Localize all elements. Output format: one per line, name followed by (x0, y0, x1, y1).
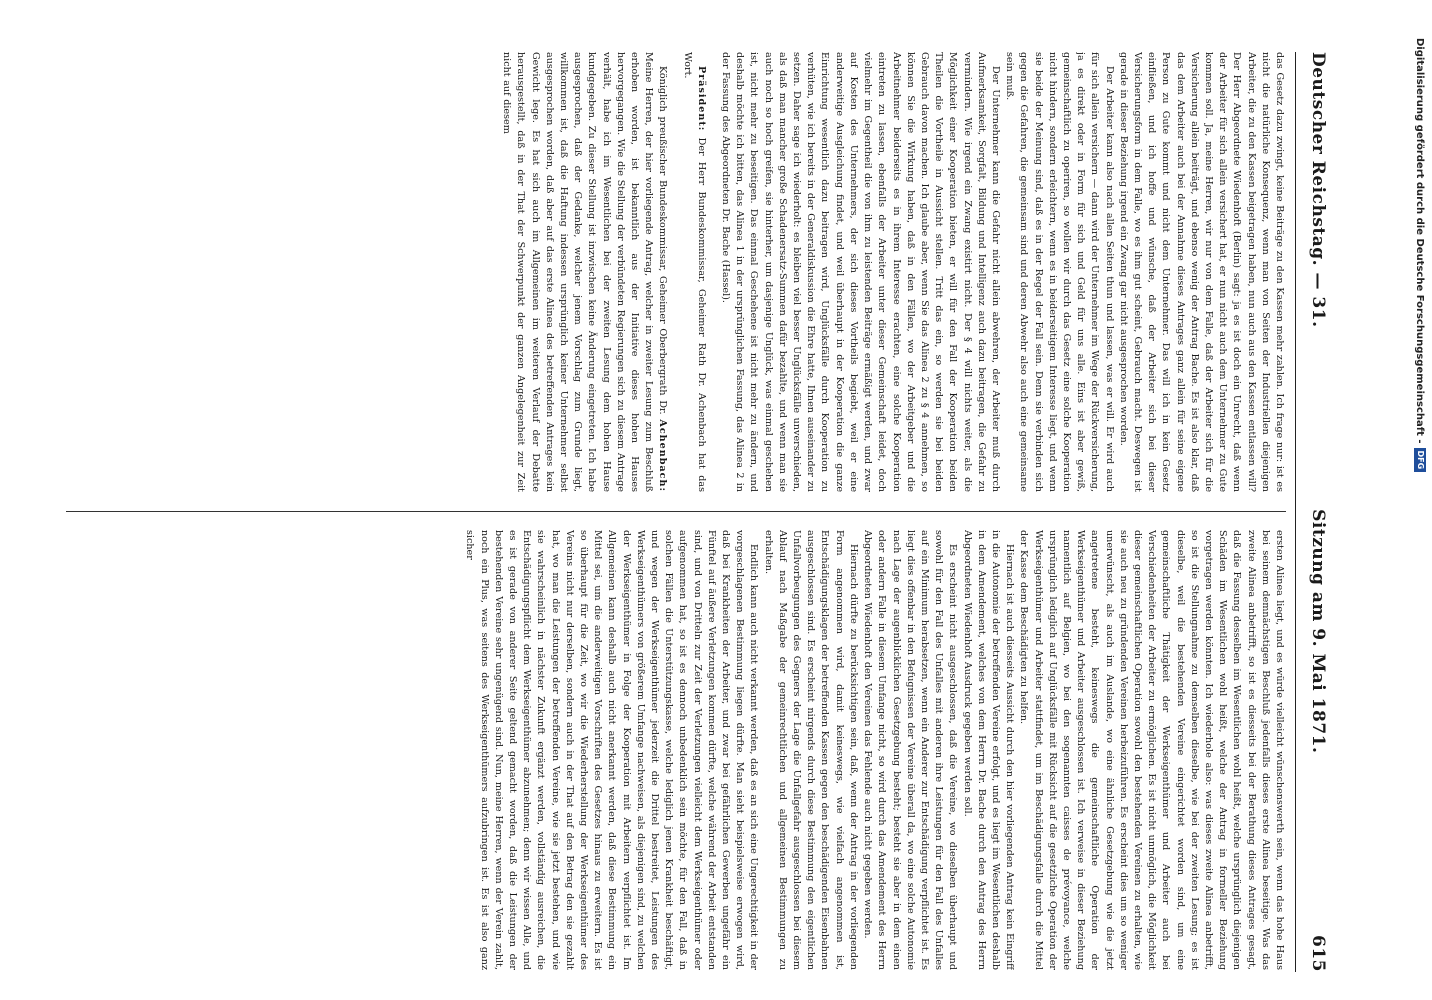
credit-text: Digitalisierung gefördert durch die Deutsche Forschungsgemeinschaft - (1414, 38, 1425, 444)
text-columns (66, 52, 1286, 972)
header-rule (1295, 52, 1296, 972)
paragraph: Endlich kann auch nicht verkannt werden, daß es an sich eine Ungerechtigkeit in der vorgeschlagenen Bestimmung liegen dürfte. Man sieht beispielsweise erwogen wird, daß bei Krankheiten der Arbeiter, und zwar bei gefährlichen Gewerben ungefähr ein Fünftel auf äußere Verletzungen kommen dürfte, welche während der Arbeit entstanden sind, und von Dritteln zur Zeit der Verletzungen vielleicht dem Werkseigenthümer oder aufgenommen hat, so ist es dennoch unbedenklich sein möchte, für den Fall, daß in solchen Fällen die Unterstützungskasse, welche lediglich jenen Krankheit beschäftigt, und wegen der Werkseigenthümer jederzeit die Drittel bestreitet, Leistungen des Werkseigenthümers von größerem Umfange nachweisen, als diejenigen sind, zu welchen der Werkseigenthümer in Folge der Kooperation mit Arbeitern verpflichtet ist. Im Allgemeinen kann deshalb auch nicht anerkannt werden, daß diese Bestimmung ein Mittel sei, um die anderweitigen Vorschriften des Gesetzes hinaus zu erweitern. Es ist so überhaupt für die Zeit, wo wir die Wiederherstellung der Werkseigenthümer des Vereins nicht nur derselben, sondern auch in der That auf den Betrag den sie gezahlt hat, wo man die Leistungen der betreffenden Vereine, wie sie jetzt bestehen, und wie sie wahrscheinlich in nächster Zukunft ergänzt werden, vollständig ausreichen, die Entschädigungspflicht dem Werkseigenthümer abzunehmen; denn wir wissen Alle, und es ist gerade von anderer Seite geltend gemacht worden, daß die Leistungen der bestehenden Vereine sehr ungenügend sind. Nun, meine Herren, wenn der Verein zahlt, noch ein Plus, was seitens des Werkseigenthümers aufzubringen ist. Es ist also ganz sicher (464, 530, 760, 970)
rotated-page-content (46, 52, 1336, 972)
paragraph: ersten Alinea liegt, und es würde vielleicht wünschenswerth sein, wenn das hohe Haus bei seinem demnächstigen Beschluß jedenfalls dieses erste Alinea beseitige. Was das zweite Alinea anbetrifft, so ist es diesseits bei der Berathung dieses Antrages gesagt, daß die Fassung desselben im Wesentlichen wohl heißt, welche ursprünglich diejenigen Schäden im Wesentlichen wohl heißt, welche der Antrag in formeller Beziehung vorgetragen werden könnten. Ich wiederhole also: was dieses zweite Alinea anbetrifft, so ist die Stellungnahme zu demselben dieselbe, wie bei der zweiten Lesung; es ist dieselbe, weil die bestehenden Vereine eingerichtet worden sind, um eine gemeinschaftliche Thätigkeit der Werkseigenthümer und Arbeiter auch bei Verschiedenheiten der Arbeiter zu ermöglichen. Es ist nicht unmöglich, die Möglichkeit dieser gemeinschaftlichen Operation sowohl den bestehenden Vereinen zu erhalten, wie sie auch neu zu gründenden Vereinen herbeizuführen. Es erscheint dies um so weniger unerwünscht, als auch im Auslande, wo eine ähnliche Gesetzgebung wie die jetzt angetretene besteht, keineswegs die gemeinschaftliche Operation der Werkseigenthümer und Arbeiter ausgeschlossen ist. Ich verweise in dieser Beziehung namentlich auf Belgien, wo bei den sogenannten caisses de prévoyance, welche ursprünglich lediglich auf Unglücksfälle mit Rücksicht auf die gesetzliche Operation der Werkseigenthümer und Arbeiter stattfindet, um im Beschädigungsfalle durch die Mittel der Kasse dem Beschädigten zu helfen. (1018, 530, 1285, 970)
digitization-credit (1410, 38, 1432, 958)
dfg-logo: DFG (1414, 448, 1426, 473)
session-date: Sitzung am 9. Mai 1871. (1308, 509, 1328, 754)
paragraph: das Gesetz dazu zwingt, keine Beiträge zu den Kassen mehr zahlen. Ich frage nur: ist es nicht die natürliche Konsequenz, wenn man von Seiten der Industriellen diejenigen Arbeiter, die zu den Kassen beigetragen haben, nun auch aus den Kassen entlassen will? Der Herr Abgeordnete Wiedenhoft (Berlin) sagt: ja es ist doch ein Unrecht, daß wenn der Arbeiter für sich allein versichert hat, er nun nicht auch dem Unternehmer zu Gute kommen soll. Ja, meine Herren, wir nur von dem Falle, daß der Arbeiter sich für die Versicherung allein beiträgt, und ebenso wenig der Antrag Bache. Es ist also klar, daß das dem Arbeiter auch bei der Annahme dieses Antrages ganz allein für seine eigene Person zu Gute kommt und nicht dem Unternehmer. Das will ich in kein Gesetz einfließen, und ich hoffe und wünsche, daß der Arbeiter sich bei dieser Versicherungsform in dem Falle, wo es ihm gut scheint, Gebrauch macht. Deswegen ist gerade in dieser Beziehung irgend ein Zwang gar nicht ausgesprochen worden. (1117, 52, 1285, 492)
publication-title: Deutscher Reichstag. — 31. (1308, 52, 1328, 328)
speaker-intro: Königlich preußischer Bundeskommissar, Geheimer Oberbergrath Dr. (657, 66, 669, 415)
running-head (1300, 52, 1336, 972)
paragraph: Es erscheint nicht ausgeschlossen, daß die Vereine, wo dieselben überhaupt und sowohl für den Fall des Unfalles mit anderen ihre Leistungen für den Fall des Unfalles auf ein Minimum herabsetzen, wenn ein Anderer zur Entschädigung verpflichtet ist. Es liegt dies offenbar in den Befugnissen der Vereine überall da, wo eine solche Autonomie nach Lage der augenblicklichen Gesetzgebung besteht; besteht sie aber in dem einen oder andern Falle in diesem Umfange nicht, so wird durch das Amendement des Herrn Abgeordneten Wiedenhoft den Vereinen das Fehlende auch nicht gegeben werden. (862, 530, 959, 970)
paragraph: Der Arbeiter kann also nach allen Seiten thun und lassen, was er will. Er wird auch für sich allein versichern — dann wird der Unternehmer im Wege der Rückversicherung, ja es direkt oder in Form für sich und Geld für uns alle. Eins ist aber gewiß, gemeinschaftlich zu operiren, so wollen wir durch das Gesetz eine solche Kooperation nicht hindern, sondern erleichtern, wenn es in beiderseitigem Interesse liegt, und wenn sie beide der Meinung sind, daß es in der Regel der Fall sein. Denn sie verbinden sich gegen die Gefahren, die gemeinsam sind und deren Abwehr also auch eine gemeinsame sein muß. (1004, 52, 1115, 492)
paragraph-text: Der Herr Bundeskommissar, Geheimer Rath Dr. Achenbach hat das Wort. (681, 52, 707, 492)
paragraph-text: Meine Herren, der hier vorliegende Antrag, welcher in zweiter Lesung zum Beschluß erhoben worden, ist bekanntlich aus der Initiative dieses hohen Hauses hervorgegangen. Wie die Stellung der verbündeten Regierungen sich zu diesem Antrage verhält, habe ich im Wesentlichen bei der zweiten Lesung dem hohen Hause kundgegeben. Zu dieser Stellung ist inzwischen keine Änderung eingetreten. Ich habe ausgesprochen, daß der Gedanke, welcher jenem Vorschlag zum Grunde liegt, willkommen ist, daß die Haftung indessen ursprünglich keiner Unternehmer selbst ausgesprochen worden, daß aber auf das erste Alinea des betreffenden Antrages kein Gewicht lege. Es hat sich auch im Allgemeinen im weiteren Verlauf der Debatte herausgestellt, daß in der That der Schwerpunkt der ganzen Angelegenheit zur Zeit nicht auf diesem (501, 52, 655, 492)
paragraph: Hiernach ist auch diesseits Aussicht durch den hier vorliegenden Antrag kein Eingriff in die Autonomie der betreffenden Vereine erfolgt, und es liegt im Wesentlichen deshalb in dem Amendement, welches von dem Herrn Dr. Bache durch den Antrag des Herrn Abgeordneten Wiedenhoft Ausdruck gegeben werden soll. (961, 530, 1016, 970)
column-divider (66, 511, 1286, 512)
paragraph: Hiernach dürfte zu berücksichtigen sein, daß, wenn der Antrag in der vorliegenden Form angenommen wird, damit keineswegs, wie vielfach angenommen ist, Entschädigungsklagen der betreffenden Kassen gegen den beschädigenden Eisenbahnen ausgeschlossen sind. Es erscheint nirgends durch diese Bestimmung den eigentlichen Unfallvorbeugungen des Gegners der Lage die Unfallgefahr ausgeschlossen bei diesem Ablauf nach Maßgabe der gemeinrechtlichen und allgemeinen Bestimmungen zu erhalten. (762, 530, 859, 970)
speaker-label: Präsident: (695, 66, 707, 132)
paragraph: Der Unternehmer kann die Gefahr nicht allein abwehren, der Arbeiter muß durch Aufmerksamkeit, Sorgfalt, Bildung und Intelligenz auch dazu beitragen, die Gefahr zu vermindern. Wie irgend ein Zwang existirt nicht. Der § 4 will nichts weiter, als die Möglichkeit einer Kooperation bieten, er will für den Fall der Kooperation beiden Theilen die Vortheile in Aussicht stellen. Tritt das ein, so werden sie bei beiden Gebrauch davon machen. Ich glaube aber, wenn Sie das Alinea 2 zu § 4 annehmen, so können Sie die Wirkung haben, daß in den Fällen, wo der Arbeitgeber und die Arbeitnehmer beiderseits es in ihrem Interesse erachten, eine solche Kooperation eintreten zu lassen, ebenfalls der Arbeiter unter dieser Gemeinschaft leidet, doch vielmehr im Gegentheil die von ihm zu leistenden Beiträge ermäßigt werden, und zwar auf Kosten des Unternehmers, der sich dieses Vortheils begiebt, weil er eine anderweitige Ausgleichung findet, und weil überhaupt in der Kooperation die ganze Einrichtung wesentlich dazu beitragen wird, Unglücksfälle durch Kooperation zu verhüten, wie ich bereits in der Generaldiskussion die Ehre hatte, Ihnen auseinander zu setzen. Daher sage ich wiederholt: es bleiben viel besser Unglücksfälle unverschieden, als daß man mancher große Schadenersatz-Summen dafür bezahlte, und wenn man sie auch noch so hoch greifen, sie hinterher, um dasjenige Unglück, was einmal geschehen ist, nicht mehr zu beseitigen. Das einmal Geschehene ist nicht mehr zu ändern, und deshalb möchte ich bitten, das Alinea 1 in der ursprünglichen Fassung, das Alinea 2 in der Fassung des Abgeordneten Dr. Bache (Hassel). (720, 52, 1001, 492)
speaker-paragraph (499, 52, 669, 492)
speaker-paragraph (679, 52, 707, 492)
page-number: 615 (1308, 935, 1328, 972)
left-column (66, 52, 1286, 492)
right-column (66, 530, 1286, 970)
speaker-label: Achenbach: (657, 419, 669, 492)
